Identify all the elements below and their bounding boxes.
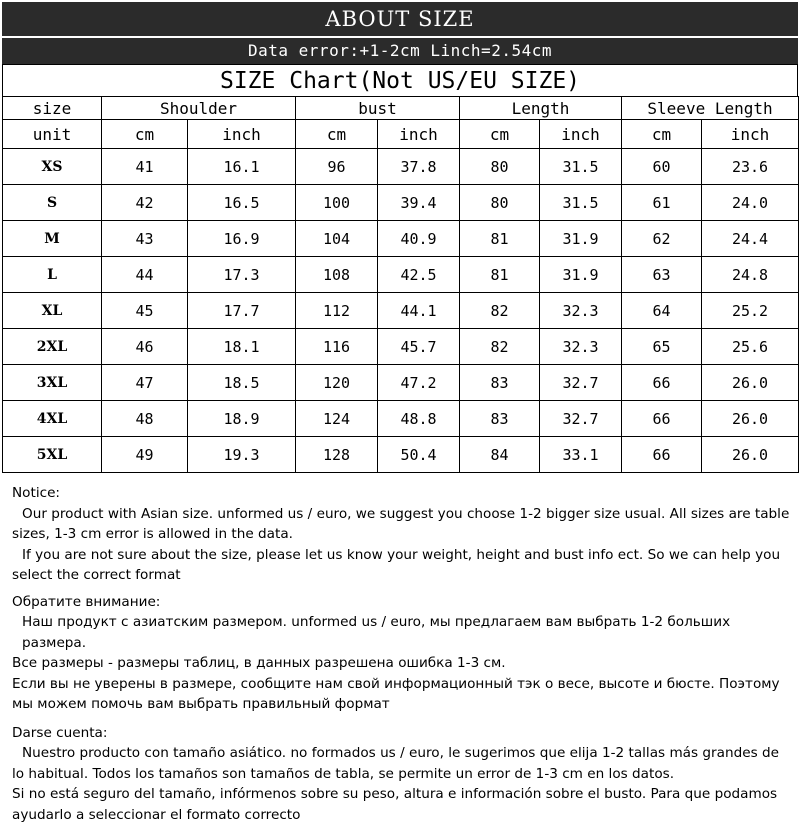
measurement-cell: 124 bbox=[296, 401, 378, 437]
header-shoulder: Shoulder bbox=[102, 97, 296, 120]
table-row bbox=[3, 221, 799, 257]
measurement-cell: 120 bbox=[296, 365, 378, 401]
notice-en-line: select the correct format bbox=[12, 565, 798, 586]
measurement-cell: 100 bbox=[296, 185, 378, 221]
size-chart-title: SIZE Chart(Not US/EU SIZE) bbox=[2, 64, 798, 96]
measurement-cell: 32.7 bbox=[540, 401, 622, 437]
measurement-cell: 24.4 bbox=[702, 221, 799, 257]
size-label: M bbox=[3, 221, 102, 257]
header-sleeve-length: Sleeve Length bbox=[622, 97, 799, 120]
measurement-cell: 50.4 bbox=[378, 437, 460, 473]
measurement-cell: 41 bbox=[102, 149, 188, 185]
data-error-text: Data error:+1-2cm Linch=2.54cm bbox=[248, 41, 552, 60]
unit-inch: inch bbox=[540, 120, 622, 149]
measurement-cell: 64 bbox=[622, 293, 702, 329]
unit-cm: cm bbox=[460, 120, 540, 149]
measurement-cell: 65 bbox=[622, 329, 702, 365]
measurement-cell: 31.5 bbox=[540, 149, 622, 185]
measurement-cell: 61 bbox=[622, 185, 702, 221]
measurement-cell: 48 bbox=[102, 401, 188, 437]
notice-ru-line: Все размеры - размеры таблиц, в данных разрешена ошибка 1-3 см. bbox=[12, 653, 798, 674]
size-label: 4XL bbox=[3, 401, 102, 437]
measurement-cell: 33.1 bbox=[540, 437, 622, 473]
size-table bbox=[2, 96, 799, 473]
measurement-cell: 45.7 bbox=[378, 329, 460, 365]
measurement-cell: 32.7 bbox=[540, 365, 622, 401]
table-row bbox=[3, 437, 799, 473]
size-chart bbox=[2, 64, 798, 473]
measurement-cell: 32.3 bbox=[540, 293, 622, 329]
table-row bbox=[3, 401, 799, 437]
notice-ru-line: Наш продукт с азиатским размером. unformed us / euro, мы предлагаем вам выбрать 1-2 больших размера. bbox=[12, 612, 798, 653]
measurement-cell: 39.4 bbox=[378, 185, 460, 221]
size-label: 5XL bbox=[3, 437, 102, 473]
measurement-cell: 47.2 bbox=[378, 365, 460, 401]
notice-en-line: sizes, 1-3 cm error is allowed in the data. bbox=[12, 524, 798, 545]
notice-ru-line: мы можем помочь вам выбрать правильный формат bbox=[12, 694, 798, 715]
measurement-cell: 82 bbox=[460, 329, 540, 365]
measurement-cell: 42.5 bbox=[378, 257, 460, 293]
size-label: XL bbox=[3, 293, 102, 329]
notice-es-line: Si no está seguro del tamaño, infórmenos sobre su peso, altura e información sobre el busto. Para que podamos bbox=[12, 784, 798, 805]
table-row bbox=[3, 329, 799, 365]
measurement-cell: 63 bbox=[622, 257, 702, 293]
measurement-cell: 17.7 bbox=[188, 293, 296, 329]
notice-ru-heading: Обратите внимание: bbox=[12, 592, 798, 613]
measurement-cell: 128 bbox=[296, 437, 378, 473]
unit-row bbox=[3, 120, 799, 149]
measurement-cell: 66 bbox=[622, 437, 702, 473]
header-length: Length bbox=[460, 97, 622, 120]
measurement-cell: 18.5 bbox=[188, 365, 296, 401]
notice-en-line: Our product with Asian size. unformed us / euro, we suggest you choose 1-2 bigger size usual. All sizes are table bbox=[12, 504, 798, 525]
measurement-cell: 25.6 bbox=[702, 329, 799, 365]
notice-russian bbox=[12, 592, 798, 715]
header-bust: bust bbox=[296, 97, 460, 120]
measurement-cell: 18.9 bbox=[188, 401, 296, 437]
measurement-cell: 80 bbox=[460, 149, 540, 185]
measurement-cell: 16.1 bbox=[188, 149, 296, 185]
measurement-cell: 80 bbox=[460, 185, 540, 221]
measurement-cell: 32.3 bbox=[540, 329, 622, 365]
table-row bbox=[3, 293, 799, 329]
unit-cm: cm bbox=[102, 120, 188, 149]
measurement-cell: 112 bbox=[296, 293, 378, 329]
measurement-cell: 84 bbox=[460, 437, 540, 473]
unit-inch: inch bbox=[188, 120, 296, 149]
measurement-cell: 116 bbox=[296, 329, 378, 365]
measurement-cell: 81 bbox=[460, 221, 540, 257]
notice-es-line: lo habitual. Todos los tamaños son tamaños de tabla, se permite un error de 1-3 cm en los datos. bbox=[12, 764, 798, 785]
measurement-cell: 43 bbox=[102, 221, 188, 257]
measurement-cell: 108 bbox=[296, 257, 378, 293]
measurement-cell: 17.3 bbox=[188, 257, 296, 293]
notice-es-line: Nuestro producto con tamaño asiático. no formados us / euro, le sugerimos que elija 1-2 tallas más grandes de bbox=[12, 743, 798, 764]
unit-label: unit bbox=[3, 120, 102, 149]
notice-es-heading: Darse cuenta: bbox=[12, 723, 798, 744]
measurement-cell: 26.0 bbox=[702, 365, 799, 401]
unit-cm: cm bbox=[622, 120, 702, 149]
measurement-cell: 47 bbox=[102, 365, 188, 401]
measurement-cell: 104 bbox=[296, 221, 378, 257]
measurement-cell: 62 bbox=[622, 221, 702, 257]
measurement-cell: 83 bbox=[460, 401, 540, 437]
measurement-cell: 44 bbox=[102, 257, 188, 293]
notice-spanish bbox=[12, 723, 798, 825]
size-label: XS bbox=[3, 149, 102, 185]
measurement-cell: 37.8 bbox=[378, 149, 460, 185]
notice-en-heading: Notice: bbox=[12, 483, 798, 504]
header-row bbox=[3, 97, 799, 120]
measurement-cell: 40.9 bbox=[378, 221, 460, 257]
unit-inch: inch bbox=[378, 120, 460, 149]
measurement-cell: 18.1 bbox=[188, 329, 296, 365]
measurement-cell: 31.9 bbox=[540, 257, 622, 293]
measurement-cell: 45 bbox=[102, 293, 188, 329]
unit-cm: cm bbox=[296, 120, 378, 149]
measurement-cell: 24.0 bbox=[702, 185, 799, 221]
measurement-cell: 31.5 bbox=[540, 185, 622, 221]
notice-es-line: ayudarlo a seleccionar el formato correcto bbox=[12, 805, 798, 825]
table-row bbox=[3, 185, 799, 221]
notice-section bbox=[12, 483, 798, 825]
measurement-cell: 31.9 bbox=[540, 221, 622, 257]
measurement-cell: 23.6 bbox=[702, 149, 799, 185]
measurement-cell: 26.0 bbox=[702, 437, 799, 473]
table-row bbox=[3, 149, 799, 185]
about-size-banner bbox=[2, 2, 798, 36]
measurement-cell: 42 bbox=[102, 185, 188, 221]
measurement-cell: 48.8 bbox=[378, 401, 460, 437]
measurement-cell: 96 bbox=[296, 149, 378, 185]
table-row bbox=[3, 257, 799, 293]
unit-inch: inch bbox=[702, 120, 799, 149]
measurement-cell: 26.0 bbox=[702, 401, 799, 437]
measurement-cell: 81 bbox=[460, 257, 540, 293]
size-label: S bbox=[3, 185, 102, 221]
about-size-title: ABOUT SIZE bbox=[325, 7, 474, 31]
measurement-cell: 44.1 bbox=[378, 293, 460, 329]
size-label: 2XL bbox=[3, 329, 102, 365]
measurement-cell: 16.9 bbox=[188, 221, 296, 257]
measurement-cell: 46 bbox=[102, 329, 188, 365]
measurement-cell: 24.8 bbox=[702, 257, 799, 293]
size-label: 3XL bbox=[3, 365, 102, 401]
measurement-cell: 82 bbox=[460, 293, 540, 329]
size-label: L bbox=[3, 257, 102, 293]
measurement-cell: 19.3 bbox=[188, 437, 296, 473]
notice-en-line: If you are not sure about the size, please let us know your weight, height and bust info ect. So we can help you bbox=[12, 545, 798, 566]
notice-ru-line: Если вы не уверены в размере, сообщите нам свой информационный тэк о весе, высоте и бюсте. Поэтому bbox=[12, 674, 798, 695]
data-error-banner bbox=[2, 38, 798, 64]
notice-english bbox=[12, 483, 798, 586]
measurement-cell: 60 bbox=[622, 149, 702, 185]
measurement-cell: 83 bbox=[460, 365, 540, 401]
measurement-cell: 66 bbox=[622, 401, 702, 437]
measurement-cell: 66 bbox=[622, 365, 702, 401]
measurement-cell: 25.2 bbox=[702, 293, 799, 329]
measurement-cell: 16.5 bbox=[188, 185, 296, 221]
measurement-cell: 49 bbox=[102, 437, 188, 473]
header-size: size bbox=[3, 97, 102, 120]
table-row bbox=[3, 365, 799, 401]
